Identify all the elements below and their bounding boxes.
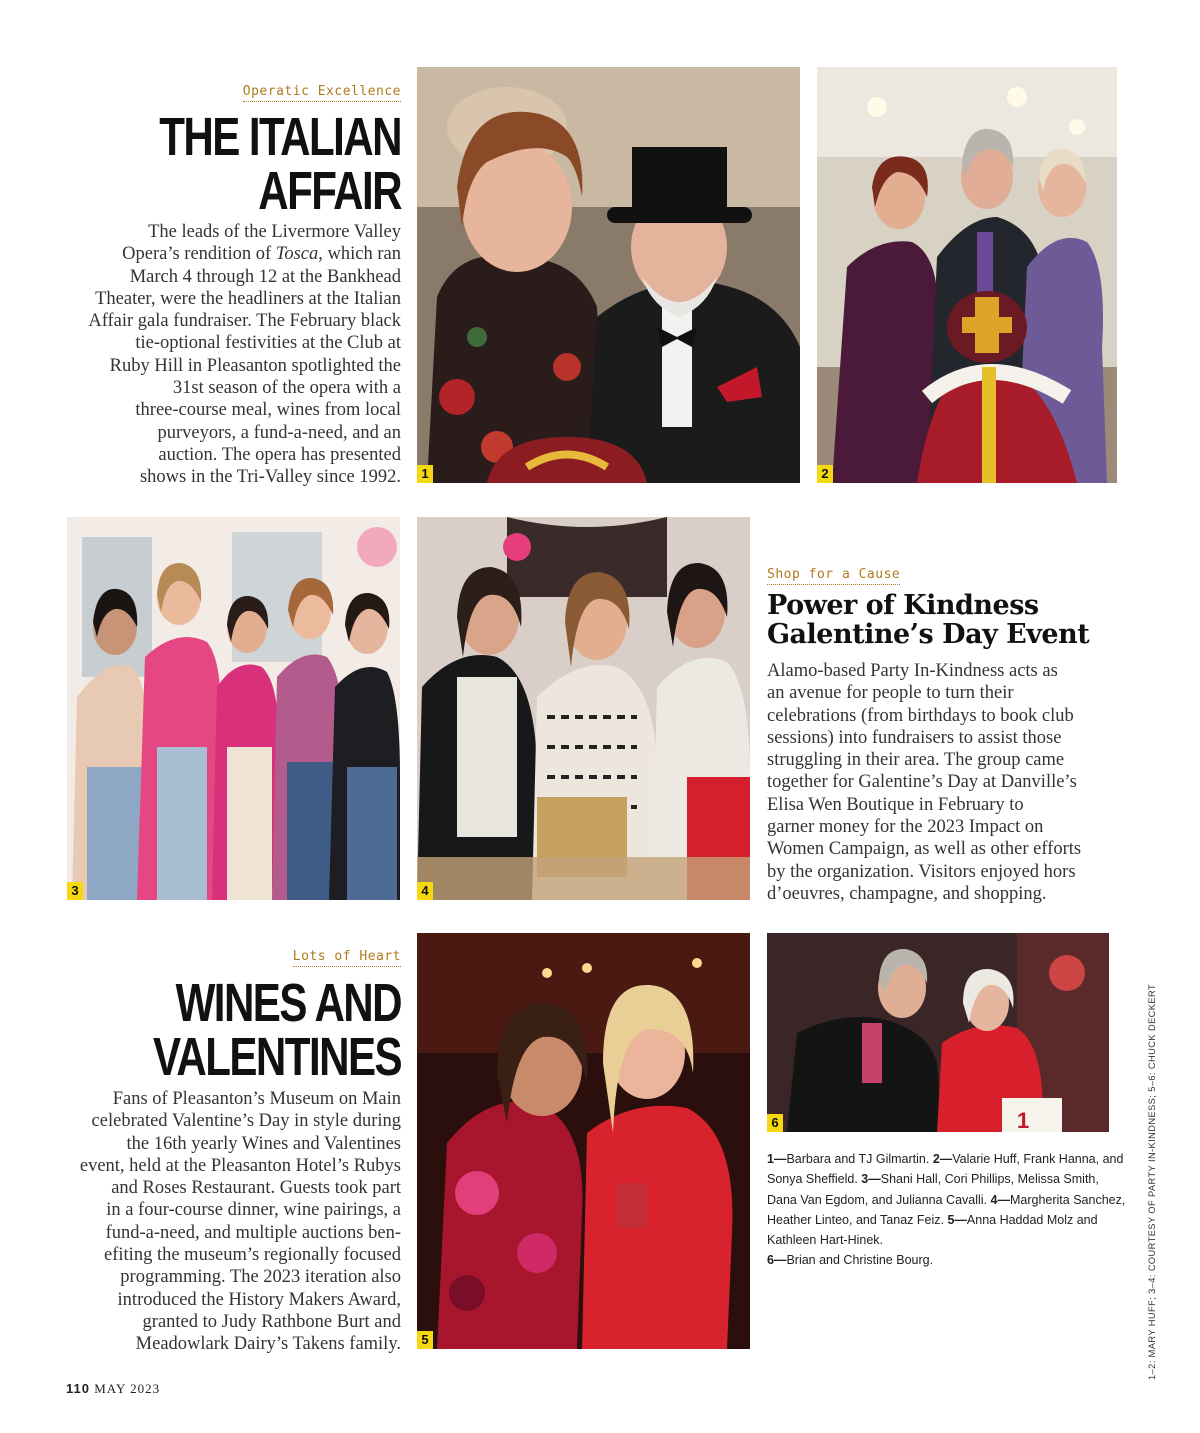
photo-3-image — [67, 517, 400, 900]
photo-3-party-in-kindness-group — [67, 517, 400, 900]
photo-5-image — [417, 933, 750, 1349]
article-body-wines-valentines — [41, 1088, 401, 1356]
body-line: Ruby Hill in Pleasanton spotlighted the — [109, 355, 401, 376]
headline-line: THE ITALIAN — [159, 107, 401, 167]
body-line: d’oeuvres, champagne, and shopping. — [767, 883, 1047, 904]
section-kicker-shop-for-a-cause: Shop for a Cause — [767, 567, 900, 585]
body-line: Women Campaign, as well as other efforts — [767, 839, 1082, 860]
body-line: celebrations (from birthdays to book club — [767, 705, 1074, 726]
photo-4-image — [417, 517, 750, 900]
body-line: tie-optional festivities at the Club at — [135, 333, 401, 354]
svg-text:1: 1 — [1017, 1108, 1030, 1132]
photo-credit: 1–2: MARY HUFF; 3–4: COURTESY OF PARTY IN-KINDNESS; 5–6: CHUCK DECKERT — [1147, 983, 1157, 1380]
section-kicker-lots-of-heart: Lots of Heart — [293, 949, 401, 967]
headline-line: VALENTINES — [152, 1027, 401, 1087]
caption-text: Shani Hall, Cori Phillips, Melissa Smith, Dana Van Egdom, and Julianna Cavalli. — [767, 1172, 1099, 1207]
caption-number: 1— — [767, 1152, 787, 1166]
photo-4-sanchez-linteo-feiz — [417, 517, 750, 900]
body-line: March 4 through 12 at the Bankhead — [129, 266, 401, 287]
body-line: Theater, were the headliners at the Italian — [95, 288, 401, 309]
body-line: an avenue for people to turn their — [767, 683, 1014, 704]
page-folio — [66, 1381, 160, 1397]
photo-6-image — [767, 933, 1109, 1132]
caption-number: 6— — [767, 1253, 787, 1268]
caption-text: Barbara and TJ Gilmartin. — [786, 1152, 933, 1166]
photo-number-badge: 3 — [67, 882, 83, 900]
body-line: fund-a-need, and multiple auctions ben- — [105, 1222, 401, 1243]
photo-6-bourg — [767, 933, 1109, 1132]
body-line: 31st season of the opera with a — [172, 378, 401, 399]
body-line: the 16th yearly Wines and Valentines — [126, 1133, 401, 1154]
caption-number: 3— — [861, 1172, 881, 1187]
body-line: by the organization. Visitors enjoyed hors — [767, 861, 1076, 882]
body-line: granted to Judy Rathbone Burt and — [142, 1311, 401, 1332]
photo-number-badge: 1 — [417, 465, 433, 483]
body-line: three-course meal, wines from local — [135, 400, 401, 421]
body-line: The leads of the Livermore Valley — [148, 222, 401, 242]
photo-captions — [767, 1149, 1127, 1271]
headline-line: Power of Kindness — [767, 590, 1039, 621]
caption-text: Anna Haddad Molz and Kathleen Hart-Hinek. — [767, 1212, 1098, 1248]
issue-date: MAY 2023 — [94, 1381, 161, 1396]
body-line: event, held at the Pleasanton Hotel’s Rubys — [79, 1155, 401, 1176]
headline-wines-and-valentines — [152, 973, 401, 1087]
photo-1-image — [417, 67, 800, 483]
body-line: Alamo-based Party In-Kindness acts as — [767, 661, 1058, 681]
body-line: sessions) into fundraisers to assist those — [767, 727, 1062, 748]
body-line: and Roses Restaurant. Guests took part — [111, 1178, 401, 1199]
caption-number: 4— — [990, 1192, 1010, 1207]
caption-number: 5— — [947, 1212, 967, 1227]
caption-text: Brian and Christine Bourg. — [786, 1253, 934, 1268]
photo-number-badge: 2 — [817, 465, 833, 483]
body-line: struggling in their area. The group came — [767, 750, 1065, 771]
photo-number-badge: 6 — [767, 1114, 783, 1132]
body-line: Meadowlark Dairy’s Takens family. — [135, 1334, 401, 1355]
body-line: auction. The opera has presented — [158, 444, 401, 465]
headline-line: Galentine’s Day Event — [767, 619, 1090, 651]
section-kicker-operatic: Operatic Excellence — [243, 84, 401, 102]
caption-text: Valarie Huff, Frank Hanna, and Sonya Sheffield. — [767, 1152, 1124, 1187]
page-number: 110 — [66, 1381, 90, 1396]
photo-number-badge: 4 — [417, 882, 433, 900]
body-line: Elisa Wen Boutique in February to — [767, 794, 1024, 815]
caption-text: Margherita Sanchez, Heather Linteo, and Tanaz Feiz. — [767, 1192, 1126, 1227]
photo-2-huff-hanna-sheffield — [817, 67, 1117, 483]
photo-2-image — [817, 67, 1117, 483]
body-line: together for Galentine’s Day at Danville’s — [767, 772, 1077, 793]
headline-line: AFFAIR — [258, 161, 401, 221]
body-line: celebrated Valentine’s Day in style during — [91, 1111, 401, 1132]
body-line: garner money for the 2023 Impact on — [767, 817, 1044, 838]
headline-line: WINES AND — [175, 973, 401, 1033]
body-line: introduced the History Makers Award, — [117, 1289, 401, 1310]
body-line: purveyors, a fund-a-need, and an — [157, 422, 401, 443]
body-line: Affair gala fundraiser. The February black — [88, 311, 401, 332]
body-line: efiting the museum’s regionally focused — [104, 1245, 401, 1266]
caption-number: 2— — [932, 1152, 953, 1166]
headline-power-of-kindness — [767, 591, 1089, 649]
body-line: in a four-course dinner, wine pairings, a — [106, 1200, 401, 1221]
article-body-galentines — [767, 660, 1137, 905]
headline-italian-affair — [159, 107, 401, 221]
body-line: Fans of Pleasanton’s Museum on Main — [112, 1089, 401, 1109]
body-line: shows in the Tri-Valley since 1992. — [139, 467, 401, 488]
article-body-italian-affair — [41, 221, 401, 489]
photo-number-badge: 5 — [417, 1331, 433, 1349]
body-line: Opera’s rendition of Tosca, which ran — [122, 244, 401, 265]
photo-1-gilmartin — [417, 67, 800, 483]
photo-5-molz-hart-hinek — [417, 933, 750, 1349]
body-line: programming. The 2023 iteration also — [120, 1267, 401, 1288]
